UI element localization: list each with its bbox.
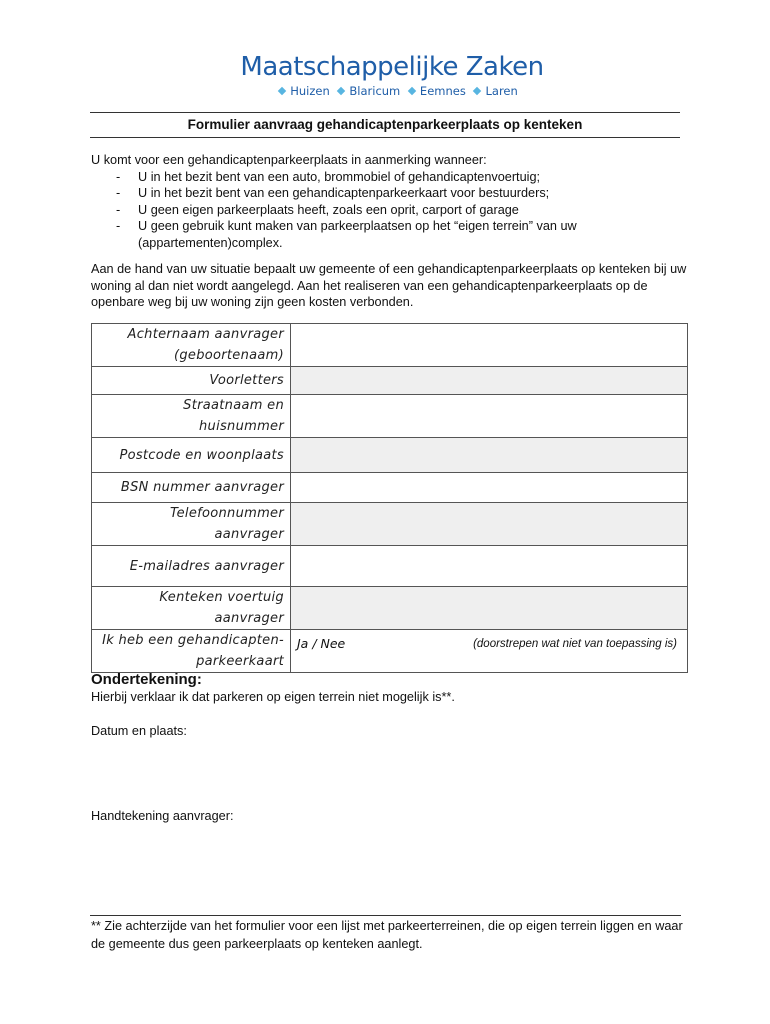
field-label: Voorletters [92,367,291,395]
initials-field[interactable] [291,367,688,395]
condition-text: U geen eigen parkeerplaats heeft, zoals een oprit, carport of garage [138,202,519,217]
field-label: Telefoonnummer aanvrager [92,503,291,546]
place-laren: Laren [485,84,518,98]
diamond-icon [473,87,481,95]
place-huizen: Huizen [290,84,330,98]
field-label: Straatnaam en huisnummer [92,395,291,438]
field-label: Achternaam aanvrager (geboortenaam) [92,324,291,367]
field-label: E-mailadres aanvrager [92,546,291,587]
field-label: Kenteken voertuig aanvrager [92,587,291,630]
intro-paragraph: Aan de hand van uw situatie bepaalt uw gemeente of een gehandicaptenparkeerplaats op kenteken bij uw woning al dan niet wordt aangelegd. Aan het realiseren van een gehandicaptenparkeerplaats op de openbare weg bij uw woning zijn geen kosten verbonden. [91,262,687,310]
diamond-icon [337,87,345,95]
street-field[interactable] [291,395,688,438]
condition-text: U geen gebruik kunt maken van parkeerplaatsen op het “eigen terrein” van uw (appartementen)complex. [138,219,577,250]
footnote: ** Zie achterzijde van het formulier voor een lijst met parkeerterreinen, die op eigen terrein liggen en waar de gemeente dus geen parkeerplaats op kenteken aanlegt. [91,919,683,951]
logo [0,52,770,98]
condition-item: - U geen eigen parkeerplaats heeft, zoals een oprit, carport of garage [116,202,519,217]
diamond-icon [408,87,416,95]
intro [91,152,691,252]
declaration-statement: Hierbij verklaar ik dat parkeren op eigen terrein niet mogelijk is**. [91,690,455,704]
condition-text: U in het bezit bent van een auto, brommobiel of gehandicaptenvoertuig; [138,169,541,184]
logo-title: Maatschappelijke Zaken [240,52,544,82]
phone-field[interactable] [291,503,688,546]
footnote-divider [90,915,681,916]
bsn-field[interactable] [291,473,688,503]
surname-field[interactable] [291,324,688,367]
parking-card-choice[interactable] [291,630,688,673]
intro-lead: U komt voor een gehandicaptenparkeerplaats in aanmerking wanneer: [91,153,487,167]
condition-item: - U geen gebruik kunt maken van parkeerplaatsen op het “eigen terrein” van uw (appartementen)complex. [116,219,577,250]
application-form-table [91,323,688,673]
conditions-list [91,169,691,252]
yes-no-option[interactable]: Ja / Nee [297,636,346,651]
strike-through-note: (doorstrepen wat niet van toepassing is) [473,638,677,650]
signature-heading: Ondertekening: [91,671,202,688]
field-label: Ik heb een gehandicapten- parkeerkaart [92,630,291,673]
postcode-city-field[interactable] [291,438,688,473]
form-title: Formulier aanvraag gehandicaptenparkeerplaats op kenteken [90,112,680,138]
email-field[interactable] [291,546,688,587]
condition-text: U in het bezit bent van een gehandicaptenparkeerkaart voor bestuurders; [138,186,550,201]
signature-label: Handtekening aanvrager: [91,809,234,823]
logo-places [22,84,770,98]
diamond-icon [278,87,286,95]
place-eemnes: Eemnes [419,84,466,98]
date-place-label: Datum en plaats: [91,724,187,738]
condition-item: - U in het bezit bent van een auto, brommobiel of gehandicaptenvoertuig; [116,169,541,184]
place-blaricum: Blaricum [349,84,401,98]
condition-item: - U in het bezit bent van een gehandicaptenparkeerkaart voor bestuurders; [116,186,550,201]
license-plate-field[interactable] [291,587,688,630]
field-label: Postcode en woonplaats [92,438,291,473]
field-label: BSN nummer aanvrager [92,473,291,503]
